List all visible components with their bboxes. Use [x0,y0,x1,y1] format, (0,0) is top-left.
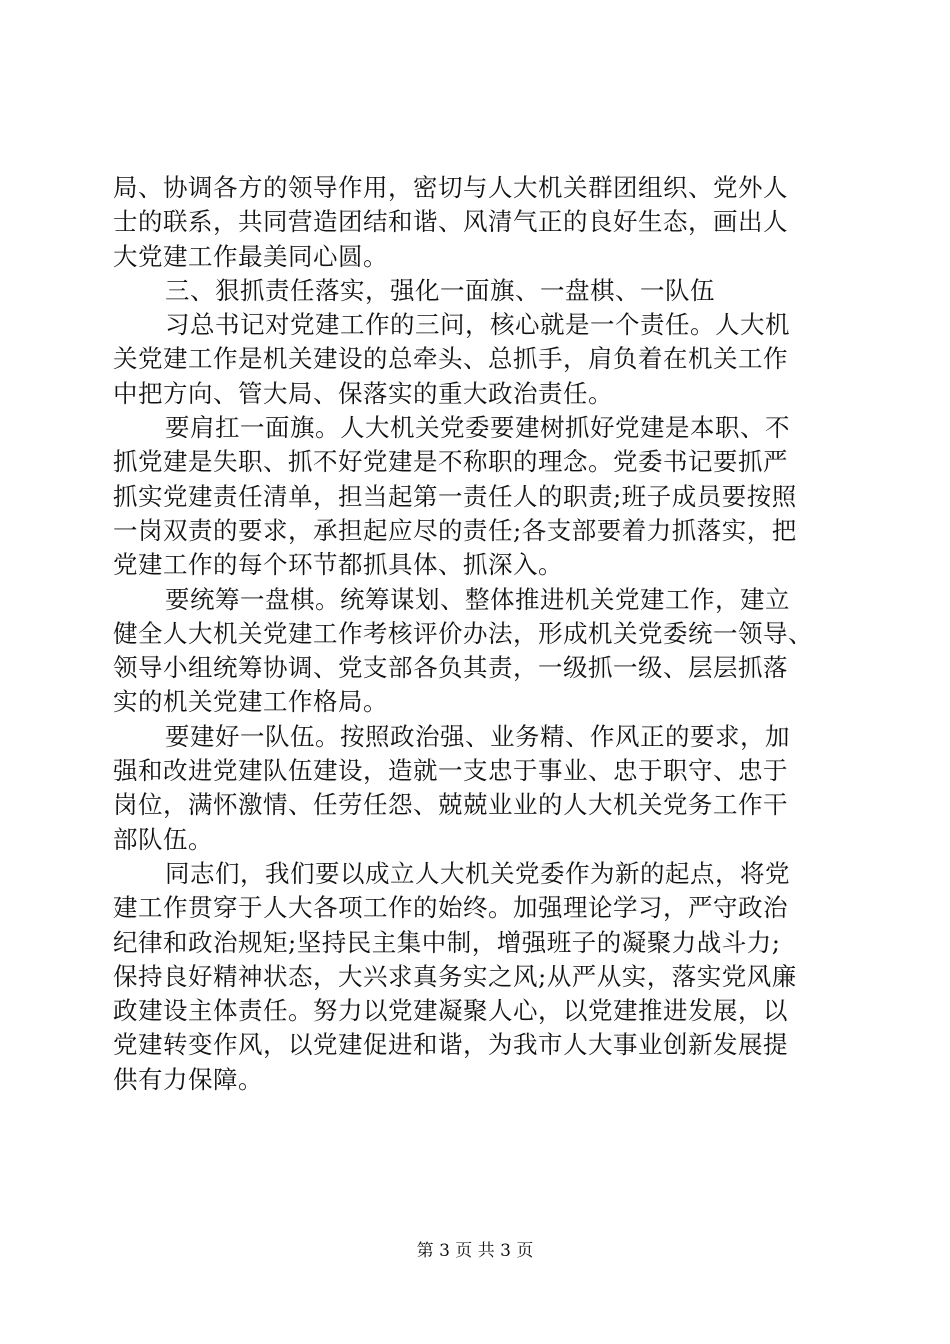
document-body [113,171,833,1097]
text-line: 党建转变作风，以党建促进和谐，为我市人大事业创新发展提 [113,1030,788,1060]
text-line: 领导小组统筹协调、党支部各负其责，一级抓一级、层层抓落 [113,653,788,683]
text-line: 要统筹一盘棋。统筹谋划、整体推进机关党建工作，建立 [165,584,790,614]
text-line: 要建好一队伍。按照政治强、业务精、作风正的要求，加 [165,721,790,751]
text-line: 保持良好精神状态，大兴求真务实之风;从严从实，落实党风廉 [113,961,797,991]
text-line: 党建工作的每个环节都抓具体、抓深入。 [113,550,563,580]
text-line: 健全人大机关党建工作考核评价办法，形成机关党委统一领导、 [113,618,813,648]
text-line: 部队伍。 [113,824,213,854]
text-line: 强和改进党建队伍建设，造就一支忠于事业、忠于职守、忠于 [113,756,788,786]
text-line: 关党建工作是机关建设的总牵头、总抓手，肩负着在机关工作 [113,344,788,374]
text-line: 抓实党建责任清单，担当起第一责任人的职责;班子成员要按照 [113,481,797,511]
text-line: 实的机关党建工作格局。 [113,687,388,717]
text-line: 政建设主体责任。努力以党建凝聚人心，以党建推进发展，以 [113,996,788,1026]
text-line: 士的联系，共同营造团结和谐、风清气正的良好生态，画出人 [113,207,788,237]
text-line: 纪律和政治规矩;坚持民主集中制，增强班子的凝聚力战斗力; [113,927,781,957]
text-line: 中把方向、管大局、保落实的重大政治责任。 [113,378,613,408]
text-line: 要肩扛一面旗。人大机关党委要建树抓好党建是本职、不 [165,413,790,443]
text-line: 抓党建是失职、抓不好党建是不称职的理念。党委书记要抓严 [113,447,788,477]
text-line: 习总书记对党建工作的三问，核心就是一个责任。人大机 [165,310,790,340]
page-number-footer: 第 3 页 共 3 页 [416,1241,534,1261]
text-line: 一岗双责的要求，承担起应尽的责任;各支部要着力抓落实，把 [113,515,797,545]
text-line: 建工作贯穿于人大各项工作的始终。加强理论学习，严守政治 [113,893,788,923]
text-line: 局、协调各方的领导作用，密切与人大机关群团组织、党外人 [113,173,788,202]
text-line: 大党建工作最美同心圆。 [113,241,388,271]
text-line: 供有力保障。 [113,1064,263,1094]
section-heading: 三、狠抓责任落实，强化一面旗、一盘棋、一队伍 [165,275,715,305]
text-line: 岗位，满怀激情、任劳任怨、兢兢业业的人大机关党务工作干 [113,790,788,820]
text-line: 同志们，我们要以成立人大机关党委作为新的起点，将党 [165,858,790,888]
